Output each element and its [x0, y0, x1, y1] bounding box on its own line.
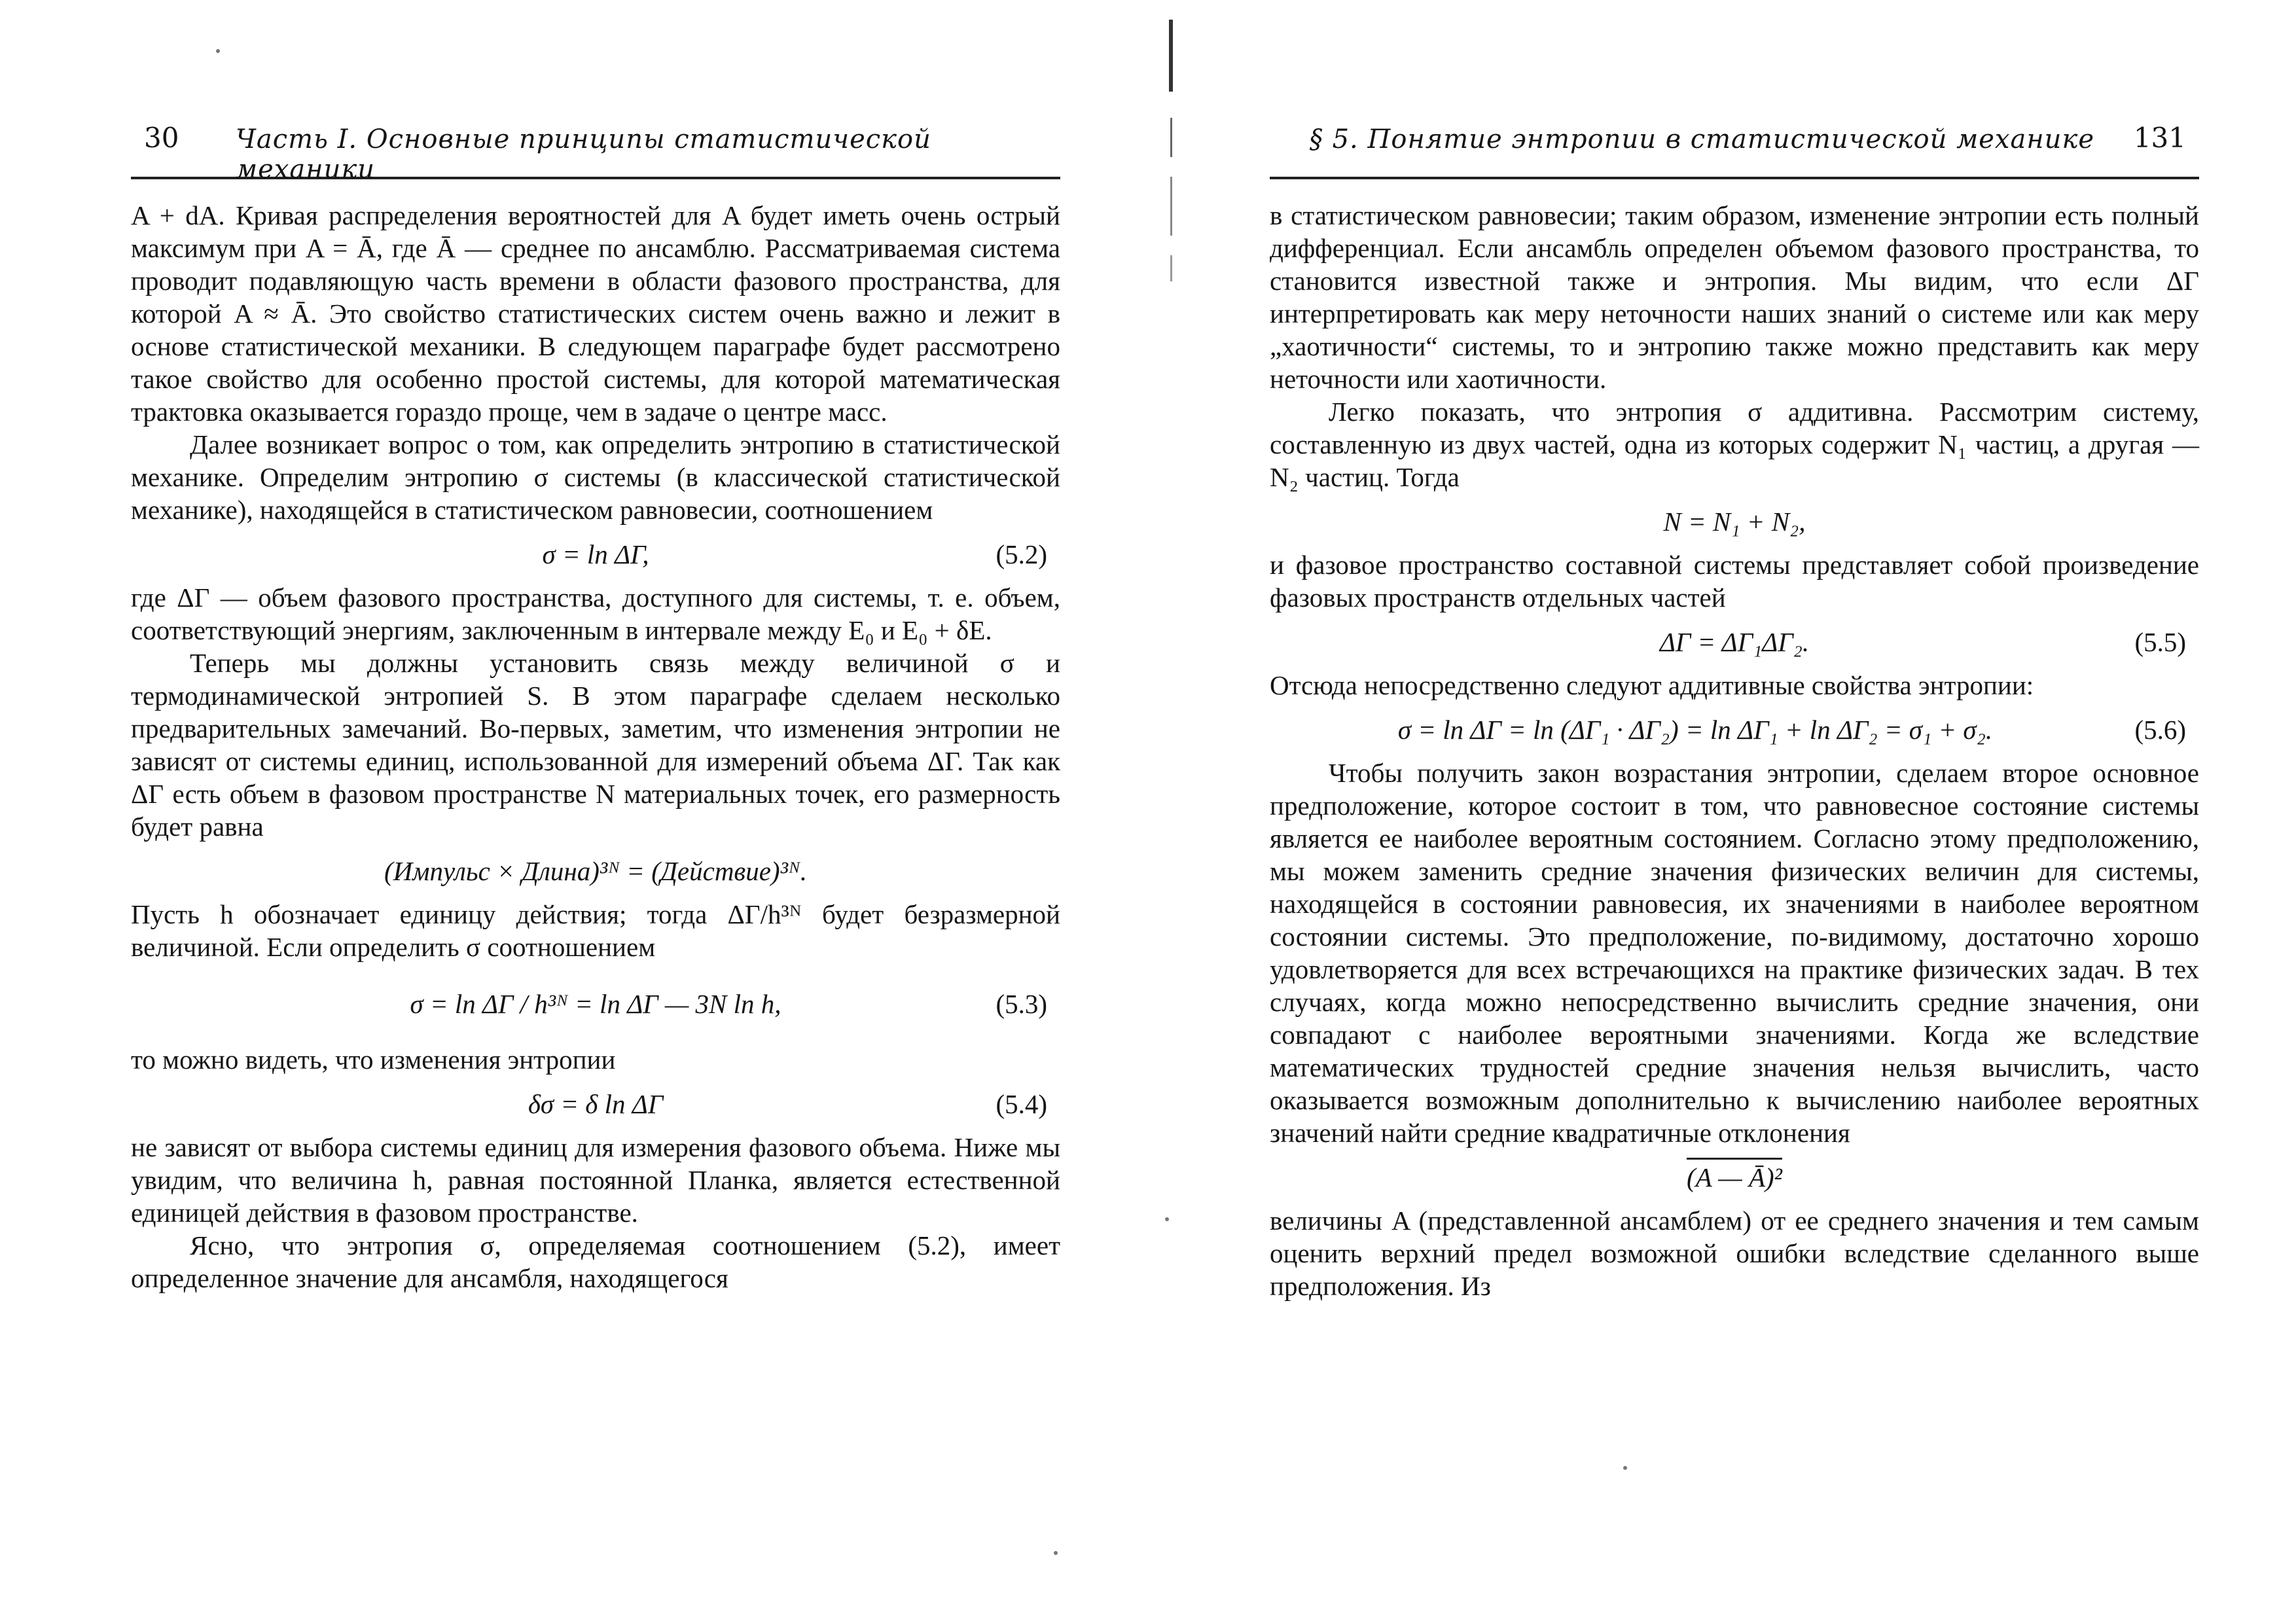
paragraph: то можно видеть, что изменения энтропии	[131, 1044, 616, 1075]
binding-gutter	[1158, 20, 1185, 478]
paragraph: где ΔΓ — объем фазового пространства, доступного для системы, т. е. объем, соответствующий энергиям, заключенным в интервале между E₀ и E₀ + δE.	[131, 582, 1060, 645]
left-page-header	[131, 118, 1060, 185]
speck	[216, 49, 220, 53]
paragraph: в статистическом равновесии; таким образом, изменение энтропии есть полный дифференциал. Если ансамбль определен объемом фазового пространства, то становится известной также и энтропия. Мы видим, что если ΔΓ интерпретировать как меру неточности наших знаний о системе или как меру „хаотичности“ системы, то и энтропию также можно представить как меру неточности или хаотичности.	[1270, 200, 2199, 394]
right-page	[1270, 0, 2199, 1302]
equation-text: N = N₁ + N₂,	[1663, 507, 1806, 537]
equation-text: σ = ln ΔΓ / h³ᴺ = ln ΔΓ — 3N ln h,	[410, 989, 781, 1019]
equation-text: (Импульс × Длина)³ᴺ = (Действие)³ᴺ.	[384, 856, 807, 886]
equation-5-4	[131, 1086, 1060, 1122]
speck	[1165, 1217, 1169, 1221]
paragraph: Отсюда непосредственно следуют аддитивные свойства энтропии:	[1270, 670, 2034, 700]
speck	[1623, 1466, 1627, 1470]
paragraph: Пусть h обозначает единицу действия; тогда ΔΓ/h³ᴺ будет безразмерной величиной. Если определить σ соотношением	[131, 899, 1060, 962]
page-number: 30	[144, 122, 179, 154]
paragraph: Легко показать, что энтропия σ аддитивна. Рассмотрим систему, составленную из двух частей, одна из которых содержит N₁ частиц, а другая — N₂ частиц. Тогда	[1270, 397, 2199, 492]
page-number: 131	[2133, 122, 2186, 154]
equation-number: (5.2)	[996, 539, 1047, 569]
paragraph: не зависят от выбора системы единиц для измерения фазового объема. Ниже мы увидим, что величина h, равная постоянной Планка, является естественной единицей действия в фазовом пространстве.	[131, 1132, 1060, 1228]
paragraph: Далее возникает вопрос о том, как определить энтропию в статистической механике. Определим энтропию σ системы (в классической статистической механике), находящейся в статистическом равновесии, соотношением	[131, 429, 1060, 525]
equation-text: ΔΓ = ΔΓ₁ΔΓ₂.	[1659, 627, 1810, 657]
running-title: Часть I. Основные принципы статистической механики	[236, 124, 931, 185]
binding-mark	[1170, 177, 1172, 236]
binding-mark	[1170, 255, 1172, 281]
binding-mark	[1170, 118, 1172, 157]
equation-5-3	[131, 974, 1060, 1034]
equation-text: σ = ln ΔΓ = ln (ΔΓ₁ · ΔΓ₂) = ln ΔΓ₁ + ln ΔΓ₂ = σ₁ + σ₂.	[1397, 715, 1993, 745]
paragraph: величины A (представленной ансамблем) от ее среднего значения и тем самым оценить верхний предел возможной ошибки вследствие сделанного выше предположения. Из	[1270, 1205, 2199, 1301]
binding-mark	[1169, 20, 1173, 92]
paragraph: Чтобы получить закон возрастания энтропии, сделаем второе основное предположение, которое состоит в том, что равновесное состояние системы является ее наиболее вероятным состоянием. Согласно этому предположению, мы можем заменить средние значения физических величин для системы, находящейся в состоянии равновесия, их значениями в наиболее вероятном состоянии системы. Это предположение, по-видимому, достаточно хорошо удовлетворяется для всех встречающихся на практике физических задач. В тех случаях, когда можно непосредственно вычислить средние значения, они совпадают с наиболее вероятными значениями. Когда же вследствие математических трудностей средние значения нельзя вычислить, часто оказывается возможным дополнительно к вычислению наиболее вероятных значений найти средние квадратичные отклонения	[1270, 758, 2199, 1148]
paragraph: и фазовое пространство составной системы представляет собой произведение фазовых пространств отдельных частей	[1270, 550, 2199, 613]
equation-5-6	[1270, 712, 2199, 747]
right-page-body	[1270, 199, 2199, 1302]
equation-5-2	[131, 537, 1060, 572]
right-page-header	[1270, 118, 2199, 179]
equation-dimension	[131, 853, 1060, 889]
equation-number: (5.4)	[996, 1089, 1047, 1119]
running-title: § 5. Понятие энтропии в статистической механике	[1309, 124, 2094, 154]
equation-text: δσ = δ ln ΔΓ	[528, 1089, 664, 1119]
equation-text: (A — Ā)²	[1687, 1158, 1782, 1192]
equation-variance	[1270, 1160, 2199, 1195]
equation-text: σ = ln ΔΓ,	[542, 539, 649, 569]
equation-number: (5.3)	[996, 989, 1047, 1019]
left-page-body	[131, 199, 1060, 1294]
left-page	[131, 0, 1060, 1294]
paragraph: Теперь мы должны установить связь между величиной σ и термодинамической энтропией S. В этом параграфе сделаем несколько предварительных замечаний. Во-первых, заметим, что изменения энтропии не зависят от системы единиц, использованной для измерений объема ΔΓ. Так как ΔΓ есть объем в фазовом пространстве N материальных точек, его размерность будет равна	[131, 648, 1060, 842]
paragraph: Ясно, что энтропия σ, определяемая соотношением (5.2), имеет определенное значение для ансамбля, находящегося	[131, 1230, 1060, 1293]
speck	[1054, 1551, 1058, 1555]
equation-n-sum	[1270, 504, 2199, 539]
equation-number: (5.5)	[2134, 627, 2186, 657]
equation-number: (5.6)	[2134, 715, 2186, 745]
equation-5-5	[1270, 624, 2199, 660]
paragraph: A + dA. Кривая распределения вероятностей для A будет иметь очень острый максимум при A = Ā, где Ā — среднее по ансамблю. Рассматриваемая система проводит подавляющую часть времени в области фазового пространства, для которой A ≈ Ā. Это свойство статистических систем очень важно и лежит в основе статистической механики. В следующем параграфе будет рассмотрено такое свойство для особенно простой системы, для которой математическая трактовка оказывается гораздо проще, чем в задаче о центре масс.	[131, 200, 1060, 427]
